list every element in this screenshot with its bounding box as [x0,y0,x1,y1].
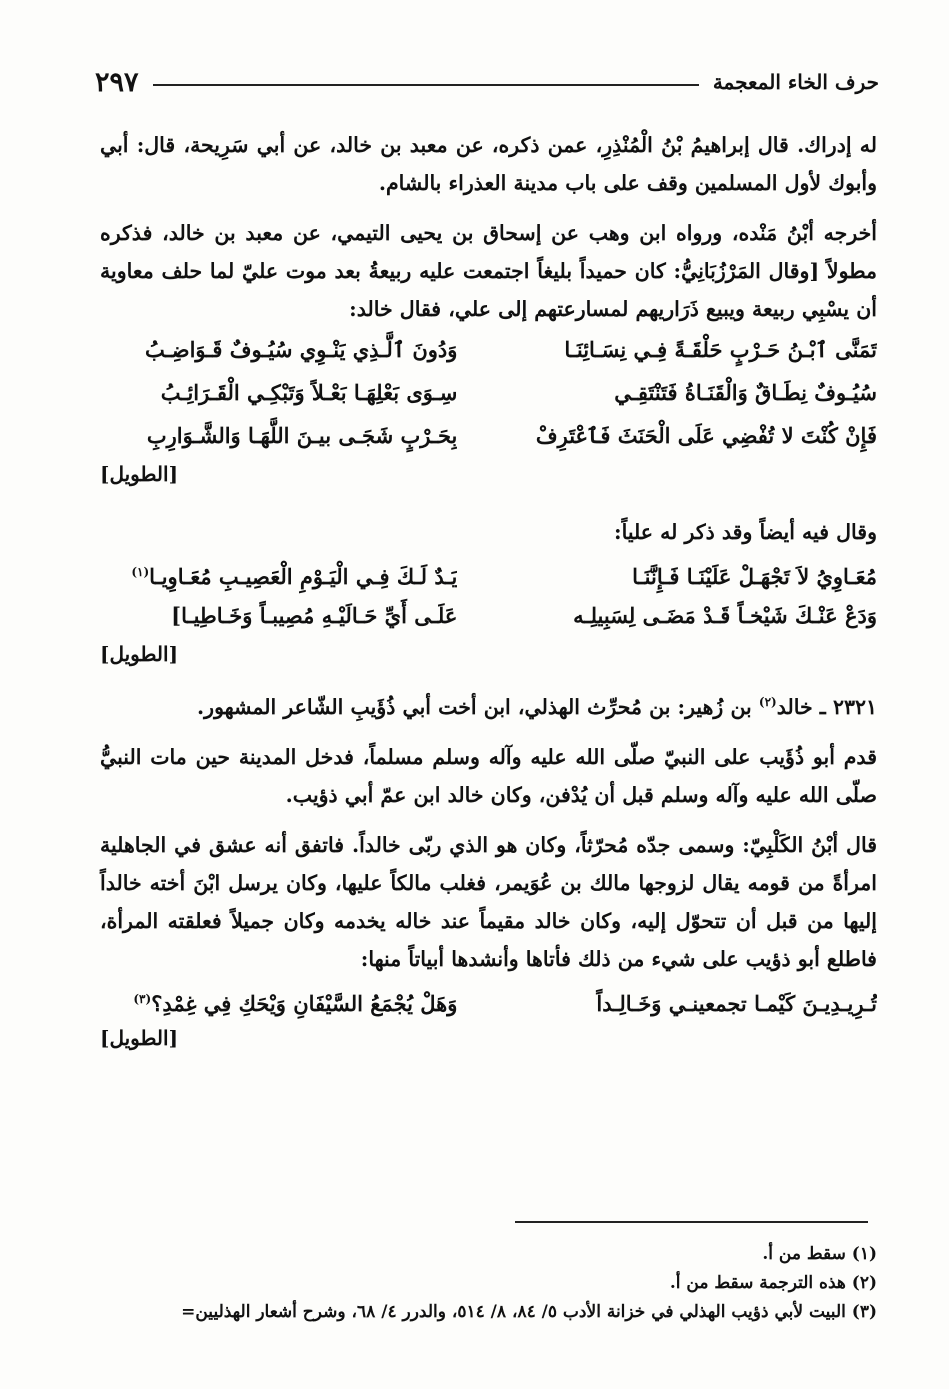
footnote-1: (١) سقط من أ. [762,1244,877,1264]
paragraph-4: قدم أبو ذُؤَيب على النبيّ صلّى الله عليه وآله وسلم مسلماً، فدخل المدينة حين مات النبيُّ صلّى الله عليه وآله وسلم قبل أن يُدْفن، وكان خالد ابن عمّ أبي ذؤيب. [100,744,877,807]
footnote-marker: (١) [131,565,150,579]
meter-label: [الطويل] [100,642,179,666]
header-rule [153,84,699,86]
meter-label: [الطويل] [100,462,179,486]
footnotes [84,1240,877,1327]
page-body [100,126,877,1055]
verse-second-hemistich: بِحَـرْبٍ شَجَـى بيـنَ اللَّهَـا وَالشَّـوَارِبِ [146,423,458,448]
verse-line [100,371,877,414]
page-header [95,62,879,102]
verse-line [100,328,877,371]
paragraph-3: وقال فيه أيضاً وقد ذكر له علياً: [614,520,877,544]
entry-name: ـ خالد [776,694,826,719]
footnote-2: (٢) هذه الترجمة سقط من أ. [669,1273,877,1293]
footnote-marker: (٣) [133,991,152,1006]
verse-second-hemistich: وَدُونَ ٱلَّـذِي يَنْـوِي سُيُـوفٌ قَـوَاضِـبُ [144,337,458,362]
footnote-marker: (٢) [758,695,777,709]
page-number: ٢٩٧ [95,66,139,98]
entry-number: ٢٣٢١ [832,694,877,719]
footnote-3: (٣) البيت لأبي ذؤيب الهذلي في خزانة الأدب ٥/ ٨٤، ٨/ ٥١٤، والدرر ٤/ ٦٨، وشرح أشعار الهذليين= [181,1302,877,1322]
verse-first-hemistich: سُيُـوفٌ نِطَـاقٌ وَالْقَنَـاةُ فَتَنْتَقِـي [614,380,877,405]
paragraph-2: أخرجه أبْنُ مَنْده، ورواه ابن وهب عن إسحاق بن يحيى التيمي، عن معبد بن خالد، فذكره مطولاً [وقال المَرْزُبَانِيُّ: كان حميداً بليغاً اجتمعت عليه ربيعةُ بعد موت عليّ لما حلف معاوية أن يسْبِي ربيعة ويبيع ذَرَاريهم لمسارعتهم إلى علي، فقال خالد: [100,221,877,321]
entry-text: بن زُهير: بن مُحرِّث الهذلي، ابن أخت أبي ذُؤَيبِ الشّاعر المشهور. [197,694,752,719]
verse-line [100,978,877,1021]
verse-first-hemistich: تَمَنَّى ٱبْـنُ حَـرْبٍ حَلْقَـةً فِـي نِسَـائِنَـا [564,337,877,362]
verse-second-hemistich: عَلَـى أَيِّ حَـالَيْـهِ مُصِيبـاً وَخَـاطِيـا] [171,603,458,628]
verse-line [100,414,877,457]
verse-first-hemistich: مُعَـاوِيُ لاَ تَجْهَـلْ عَلَيْنَـا فَـإِنَّنَـا [632,564,877,589]
poem-1 [100,328,877,491]
verse-first-hemistich: تُـرِيـدِيـنَ كَيْمـا تجمعينـي وَخَـالِـداً [596,990,877,1016]
verse-second-hemistich: سِـوَى بَعْلِهَـا بَعْـلاً وَتَبْكِـي الْقَـرَائِـبُ [160,380,458,405]
verse-first-hemistich: وَدَعْ عَنْـكَ شَيْخـاً قَـدْ مَضَـى لِسَبِيلِـه [573,603,877,628]
running-title: حرف الخاء المعجمة [712,70,879,94]
verse-line [100,594,877,637]
verse-second-hemistich: يَـدٌ لَـكَ فِـي الْيَـوْمِ الْعَصِيـبِ مُعَـاوِيـا$^{(١)}$ [131,564,458,589]
poem-3 [100,978,877,1055]
verse-line [100,551,877,594]
poem-2 [100,551,877,671]
entry-heading [100,683,877,726]
footnote-rule [515,1221,868,1223]
verse-first-hemistich: فَإِنْ كُنْتَ لا تُفْضِي عَلَى الْحَنَثَ فَٱعْتَرِفْ [535,423,877,448]
verse-second-hemistich: وَهَلْ يُجْمَعُ السَّيْفَانِ وَيْحَكِ فِي غِمْدِ؟$^{(٣)}$ [133,990,458,1016]
paragraph-5: قال أبْنُ الكَلْبِيّ: وسمى جدّه مُحرّثاً، وكان هو الذي ربّى خالداً. فاتفق أنه عشق في الجاهلية امرأةً من قومه يقال لزوجها مالك بن عُوَيمر، فغلب مالكاً عليها، وكان يرسل ابْنَ أخته خالداً إليها من قبل أن تتحوّل إليه، وكان خالد مقيماً عند خاله يخدمه وكان جميلاً فعلقته المرأة، فاطلع أبو ذؤيب على شيء من ذلك فأتاها وأنشدها أبياتاً منها: [100,832,877,971]
meter-label: [الطويل] [100,1025,179,1050]
paragraph-1: له إدراك. قال إبراهيمُ بْنُ الْمُنْذِرِ، عمن ذكره، عن معبد بن خالد، عن أبي سَرِيحة، قال: أبي وأبوك لأول المسلمين وقف على باب مدينة العذراء بالشام. [100,133,877,195]
